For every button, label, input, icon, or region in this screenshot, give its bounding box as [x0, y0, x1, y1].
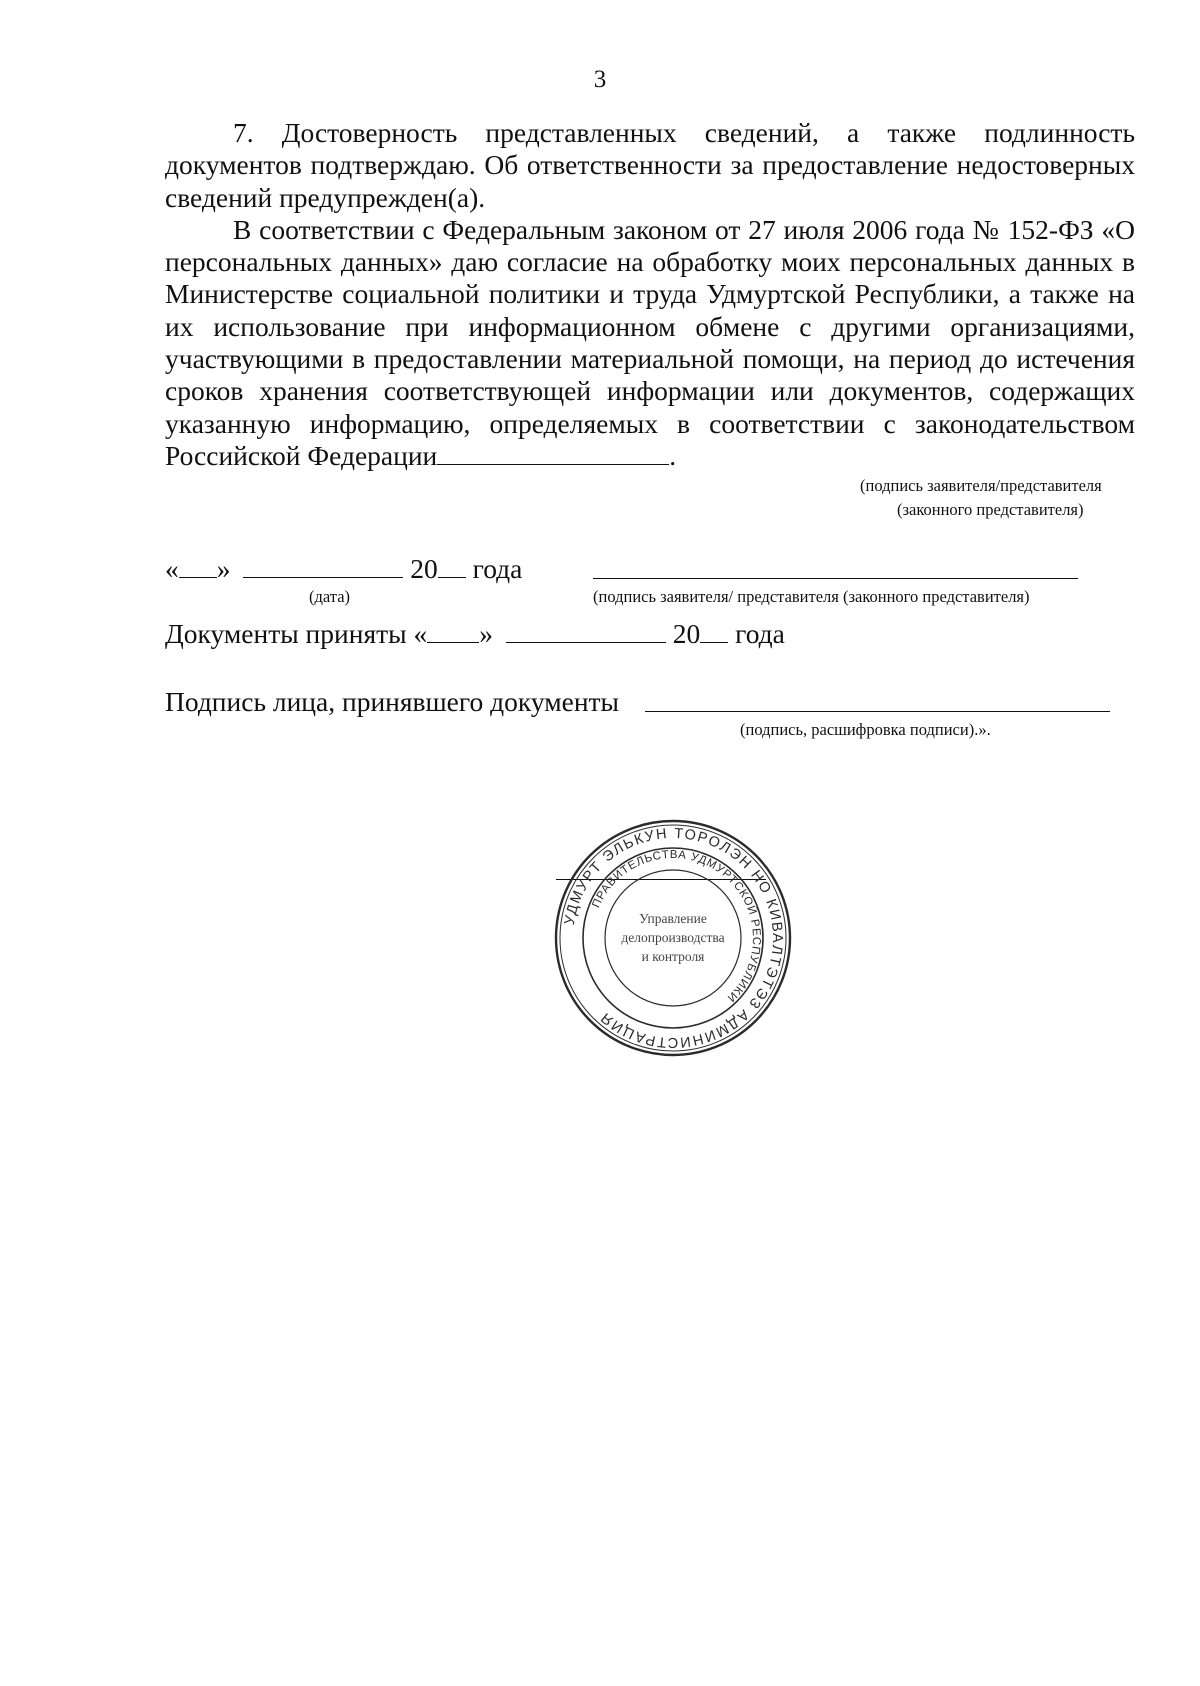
consent-body	[165, 117, 1135, 472]
applicant-signature-blank[interactable]	[593, 578, 1078, 579]
receiver-row	[165, 686, 619, 718]
stamp-center-line-3: и контроля	[641, 949, 705, 964]
page-number: 3	[593, 66, 607, 93]
consent-signature-blank[interactable]	[437, 442, 669, 465]
stamp-inner-text: ПРАВИТЕЛЬСТВА УДМУРТСКОЙ РЕСПУБЛИКИ	[590, 848, 763, 1005]
stamp-center-line-2: делопроизводства	[621, 930, 725, 945]
receiver-signature-blank[interactable]	[645, 711, 1110, 712]
consent-signature-caption-1: (подпись заявителя/представителя	[860, 476, 1102, 495]
date-month-blank[interactable]	[243, 555, 403, 578]
accepted-year-blank[interactable]	[700, 620, 728, 643]
accepted-year-prefix: 20	[672, 618, 701, 649]
date-caption: (дата)	[309, 587, 351, 606]
accepted-year-suffix: года	[735, 618, 785, 649]
date-day-blank[interactable]	[179, 555, 217, 578]
accepted-close-quote: »	[479, 618, 493, 649]
accepted-row	[165, 618, 785, 650]
paragraph-end-dot: .	[669, 439, 677, 471]
receiver-label: Подпись лица, принявшего документы	[165, 686, 620, 717]
paragraph-personal-data	[165, 214, 1135, 472]
date-year-suffix: года	[472, 553, 523, 584]
receiver-signature-caption: (подпись, расшифровка подписи).».	[740, 720, 991, 739]
applicant-signature-caption: (подпись заявителя/ представителя (законного представителя)	[593, 587, 1030, 606]
date-open-quote: «	[165, 553, 179, 584]
accepted-day-blank[interactable]	[427, 620, 479, 643]
paragraph-personal-data-text: В соответствии с Федеральным законом от 27 июля 2006 года № 152-ФЗ «О персональных данных» даю согласие на обработку моих персональных данных в Министерстве социальной политики и труда Удмуртской Республики, а также на их использование при информационном обмене с другими организациями, участвующими в предоставлении материальной помощи, на период до истечения сроков хранения соответствующей информации или документов, содержащих указанную информацию, определяемых в соответствии с законодательством Российской Федерации	[165, 213, 1135, 471]
consent-signature-caption-2: (законного представителя)	[897, 500, 1084, 519]
paragraph-reliability: 7. Достоверность представленных сведений, а также подлинность документов подтверждаю. Об ответственности за предоставление недостоверных сведений предупрежден(а).	[165, 117, 1135, 213]
date-year-prefix: 20	[410, 553, 438, 584]
stamp-outer-text: УДМУРТ ЭЛЬКУН ТОРОЛЭН НО КИВАЛТЭТЭЗ АДМИНИСТРАЦИЯ	[561, 825, 786, 1051]
accepted-label: Документы приняты «	[165, 618, 428, 649]
stamp-center-line-1: Управление	[639, 911, 707, 926]
accepted-month-blank[interactable]	[506, 620, 666, 643]
date-year-blank[interactable]	[438, 555, 466, 578]
official-stamp	[548, 816, 798, 1061]
date-row	[165, 553, 522, 585]
date-close-quote: »	[216, 553, 231, 584]
